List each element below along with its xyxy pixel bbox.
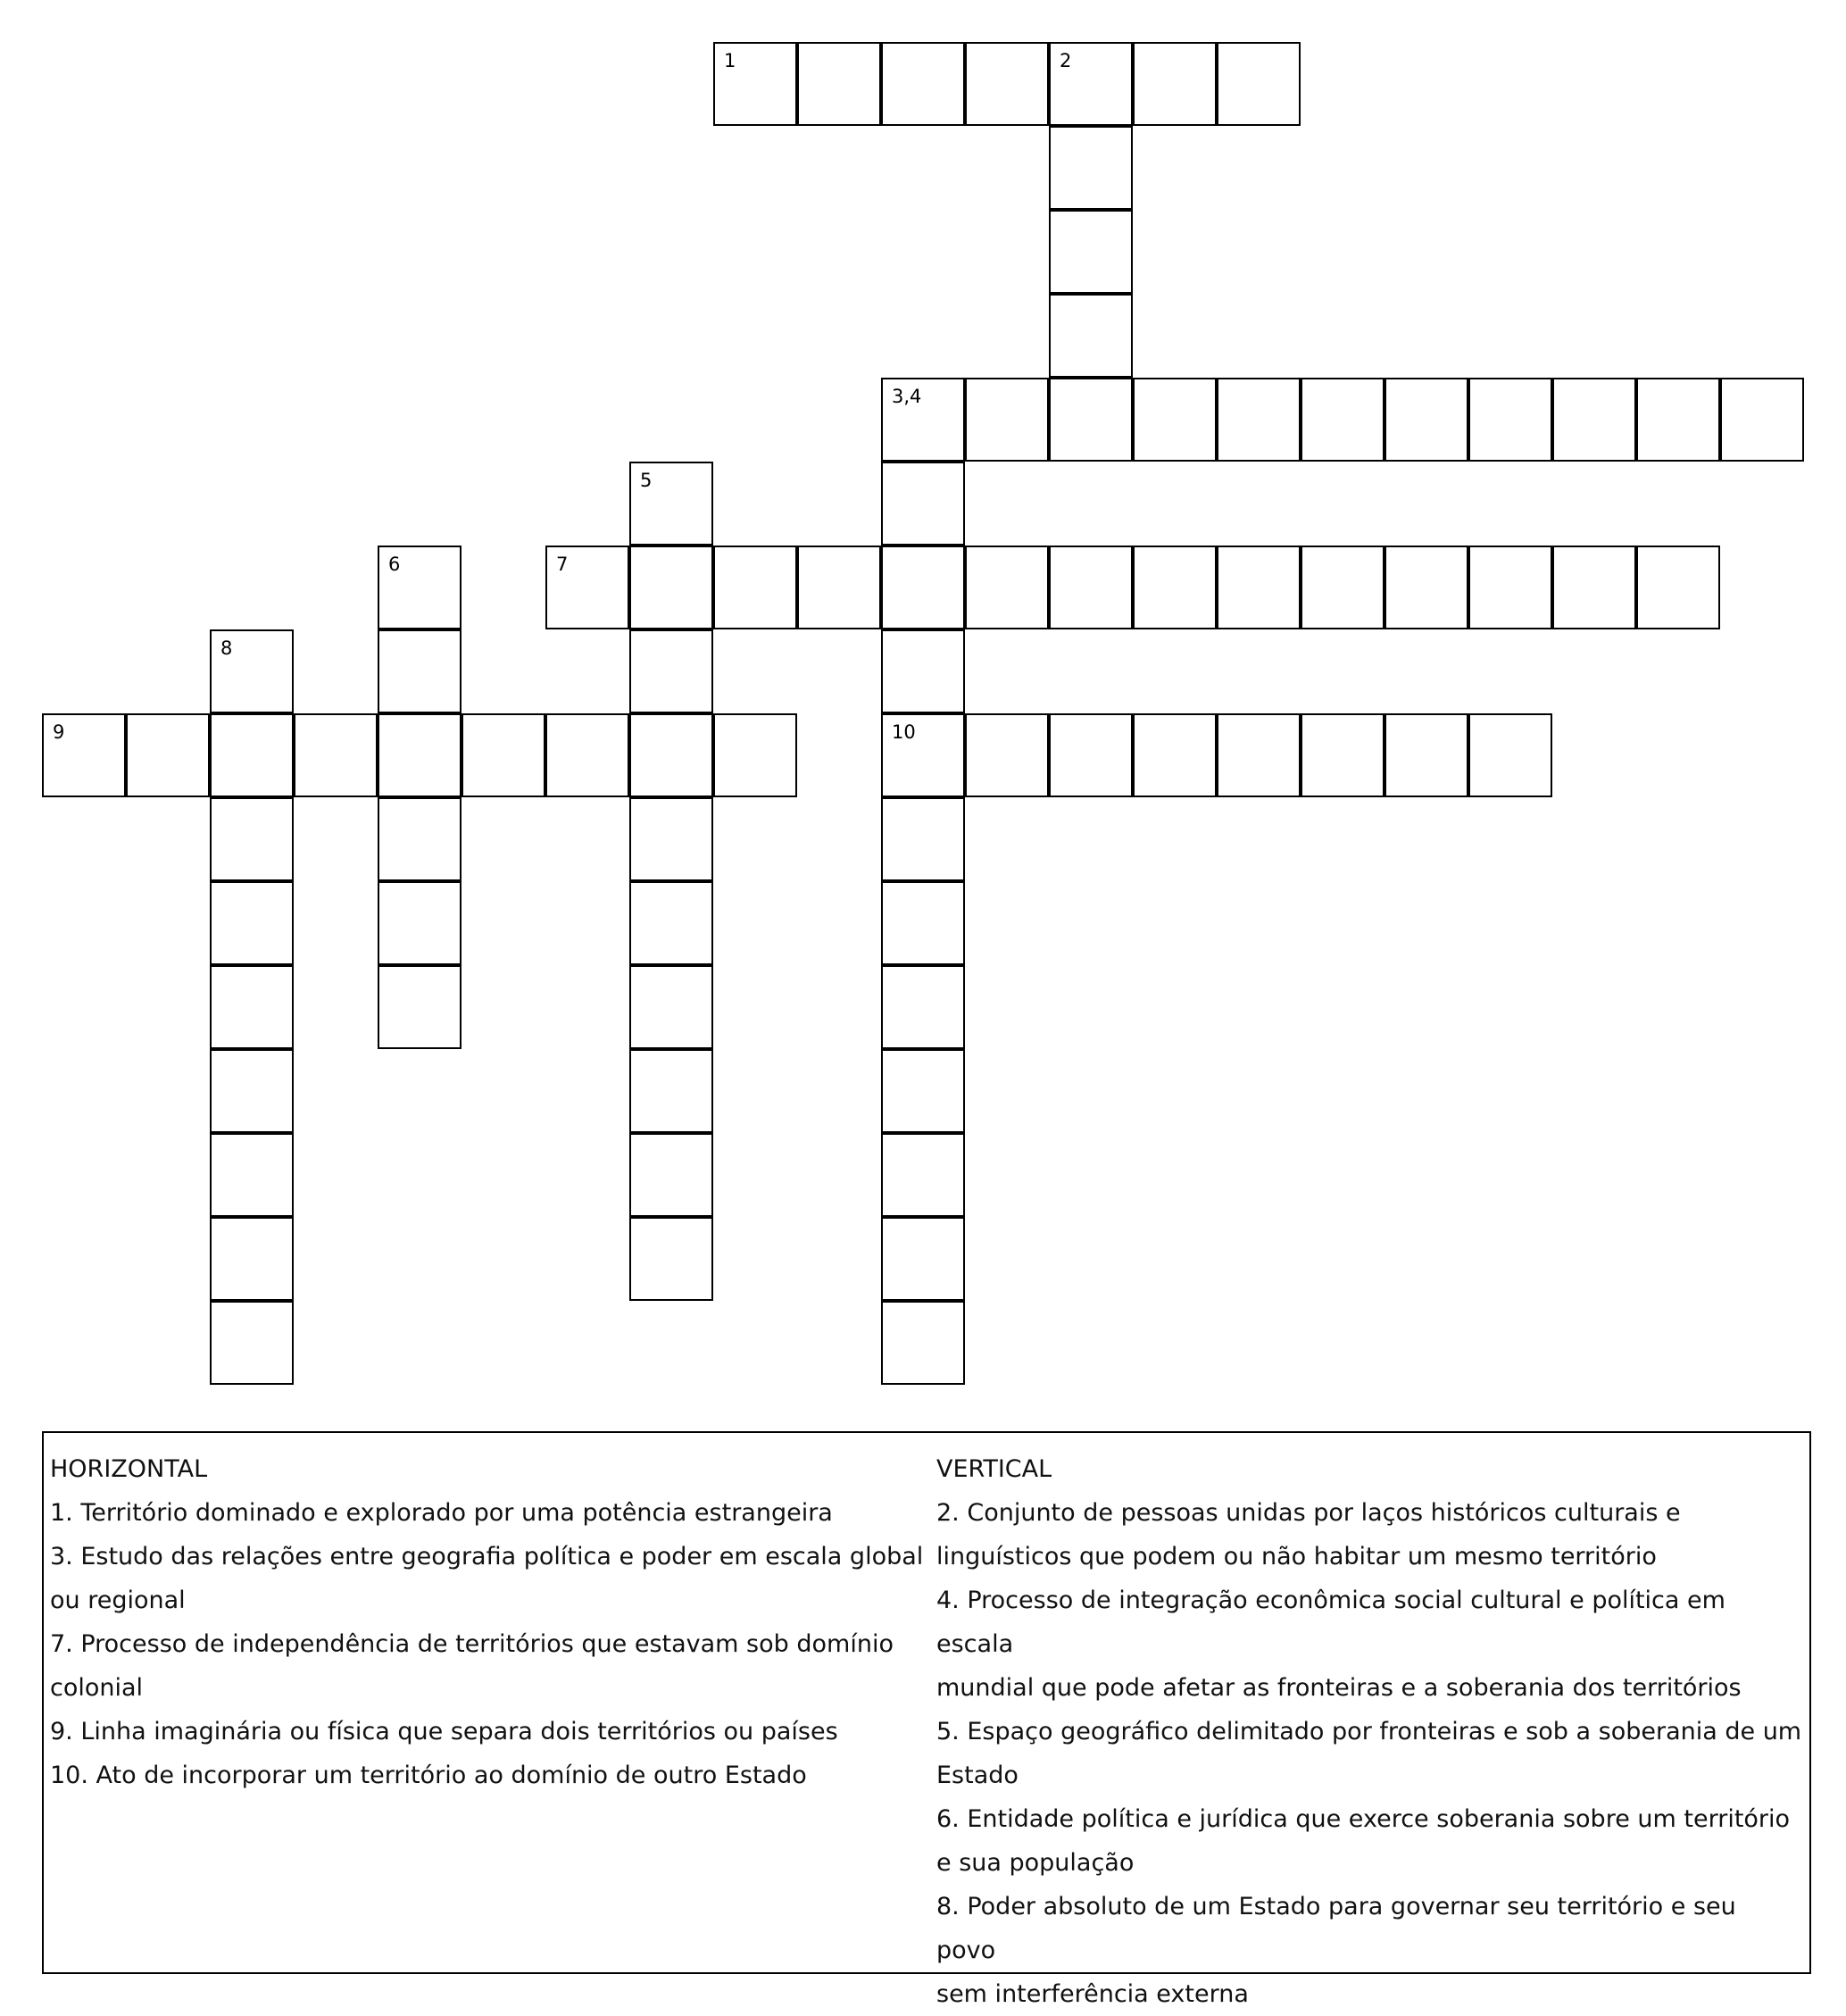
crossword-cell[interactable] — [881, 713, 965, 797]
clue-line: 5. Espaço geográfico delimitado por fronteiras e sob a soberania de um — [936, 1718, 1802, 1745]
crossword-cell[interactable] — [797, 42, 881, 126]
crossword-cell[interactable] — [1049, 378, 1133, 462]
crossword-cell[interactable] — [210, 881, 294, 965]
clue-line: mundial que pode afetar as fronteiras e a soberania dos territórios — [936, 1674, 1742, 1702]
crossword-cell[interactable] — [881, 1217, 965, 1301]
crossword-cell[interactable] — [881, 378, 965, 462]
clues-box — [42, 1431, 1811, 2008]
crossword-cell[interactable] — [1133, 378, 1217, 462]
crossword-cell[interactable] — [210, 797, 294, 881]
crossword-cell[interactable] — [881, 629, 965, 713]
crossword-cell[interactable] — [545, 713, 629, 797]
crossword-cell[interactable] — [1552, 378, 1636, 462]
crossword-cell[interactable] — [629, 629, 713, 713]
clue-line: 3. Estudo das relações entre geografia política e poder em escala global — [50, 1543, 924, 1570]
crossword-cell[interactable] — [1049, 126, 1133, 210]
crossword-cell[interactable] — [1468, 378, 1552, 462]
crossword-cell[interactable] — [629, 462, 713, 546]
crossword-cell[interactable] — [210, 965, 294, 1049]
clue-line: 1. Território dominado e explorado por uma potência estrangeira — [50, 1499, 833, 1527]
crossword-cell[interactable] — [1049, 42, 1133, 126]
crossword-cell[interactable] — [1384, 378, 1468, 462]
crossword-cell[interactable] — [965, 42, 1049, 126]
crossword-cell[interactable] — [210, 1049, 294, 1133]
clue-line: 4. Processo de integração econômica social cultural e política em escala — [936, 1587, 1725, 1658]
crossword-cell[interactable] — [881, 881, 965, 965]
crossword-cell[interactable] — [1468, 713, 1552, 797]
crossword-cell[interactable] — [713, 42, 797, 126]
crossword-cell[interactable] — [378, 629, 462, 713]
horizontal-clues — [50, 1447, 934, 1797]
crossword-cell[interactable] — [965, 378, 1049, 462]
crossword-cell[interactable] — [881, 1301, 965, 1385]
crossword-cell[interactable] — [881, 546, 965, 629]
crossword-cell[interactable] — [881, 1049, 965, 1133]
crossword-cell[interactable] — [713, 713, 797, 797]
crossword-cell[interactable] — [1133, 713, 1217, 797]
crossword-cell[interactable] — [629, 713, 713, 797]
clue-line: linguísticos que podem ou não habitar um mesmo território — [936, 1543, 1657, 1570]
vertical-clues — [936, 1447, 1802, 2016]
clue-number: 6 — [388, 554, 401, 575]
crossword-cell[interactable] — [1217, 42, 1301, 126]
clue-line: 2. Conjunto de pessoas unidas por laços históricos culturais e — [936, 1499, 1681, 1527]
crossword-cell[interactable] — [629, 1217, 713, 1301]
crossword-cell[interactable] — [629, 881, 713, 965]
crossword-cell[interactable] — [713, 546, 797, 629]
crossword-cell[interactable] — [629, 1133, 713, 1217]
crossword-cell[interactable] — [378, 965, 462, 1049]
crossword-cell[interactable] — [1384, 546, 1468, 629]
clue-line: e sua população — [936, 1849, 1135, 1877]
clue-line: 9. Linha imaginária ou física que separa dois territórios ou países — [50, 1718, 838, 1745]
clue-number: 3,4 — [892, 386, 922, 407]
crossword-cell[interactable] — [629, 1049, 713, 1133]
clue-number: 10 — [892, 721, 916, 743]
crossword-cell[interactable] — [378, 713, 462, 797]
clue-line: 8. Poder absoluto de um Estado para governar seu território e seu povo — [936, 1893, 1736, 1964]
crossword-cell[interactable] — [1636, 378, 1720, 462]
crossword-cell[interactable] — [210, 713, 294, 797]
clue-line: 6. Entidade política e jurídica que exerce soberania sobre um território — [936, 1805, 1791, 1833]
crossword-cell[interactable] — [629, 797, 713, 881]
crossword-cell[interactable] — [1217, 546, 1301, 629]
crossword-cell[interactable] — [881, 42, 965, 126]
clue-line: 10. Ato de incorporar um território ao domínio de outro Estado — [50, 1762, 807, 1789]
crossword-cell[interactable] — [462, 713, 545, 797]
crossword-cell[interactable] — [210, 1133, 294, 1217]
crossword-cell[interactable] — [42, 713, 126, 797]
crossword-cell[interactable] — [881, 797, 965, 881]
crossword-cell[interactable] — [1384, 713, 1468, 797]
crossword-cell[interactable] — [294, 713, 378, 797]
crossword-cell[interactable] — [965, 546, 1049, 629]
clue-line: ou regional — [50, 1587, 186, 1614]
crossword-cell[interactable] — [1049, 713, 1133, 797]
crossword-cell[interactable] — [1217, 378, 1301, 462]
clue-number: 7 — [556, 554, 569, 575]
clue-line: 7. Processo de independência de territórios que estavam sob domínio — [50, 1630, 894, 1658]
crossword-cell[interactable] — [881, 965, 965, 1049]
crossword-cell[interactable] — [210, 1301, 294, 1385]
crossword-cell[interactable] — [378, 797, 462, 881]
clue-number: 9 — [53, 721, 65, 743]
crossword-cell[interactable] — [1049, 294, 1133, 378]
crossword-cell[interactable] — [210, 629, 294, 713]
crossword-cell[interactable] — [1636, 546, 1720, 629]
crossword-cell[interactable] — [1049, 210, 1133, 294]
clue-number: 8 — [220, 637, 233, 659]
crossword-cell[interactable] — [1552, 546, 1636, 629]
crossword-cell[interactable] — [1301, 713, 1384, 797]
crossword-cell[interactable] — [965, 713, 1049, 797]
crossword-cell[interactable] — [797, 546, 881, 629]
clue-line: sem interferência externa — [936, 1980, 1249, 2008]
horizontal-heading: HORIZONTAL — [50, 1455, 208, 1483]
crossword-cell[interactable] — [1301, 546, 1384, 629]
clue-line: Estado — [936, 1762, 1019, 1789]
crossword-cell[interactable] — [1720, 378, 1804, 462]
crossword-cell[interactable] — [1133, 42, 1217, 126]
crossword-cell[interactable] — [881, 1133, 965, 1217]
crossword-cell[interactable] — [545, 546, 629, 629]
crossword-cell[interactable] — [1468, 546, 1552, 629]
crossword-cell[interactable] — [210, 1217, 294, 1301]
crossword-cell[interactable] — [1133, 546, 1217, 629]
crossword-cell[interactable] — [378, 546, 462, 629]
crossword-cell[interactable] — [1217, 713, 1301, 797]
clue-number: 1 — [724, 50, 736, 71]
crossword-cell[interactable] — [629, 546, 713, 629]
crossword-cell[interactable] — [1049, 546, 1133, 629]
crossword-cell[interactable] — [1301, 378, 1384, 462]
clue-number: 2 — [1060, 50, 1072, 71]
crossword-cell[interactable] — [126, 713, 210, 797]
clue-line: colonial — [50, 1674, 144, 1702]
crossword-cell[interactable] — [629, 965, 713, 1049]
vertical-heading: VERTICAL — [936, 1455, 1052, 1483]
crossword-cell[interactable] — [881, 462, 965, 546]
crossword-cell[interactable] — [378, 881, 462, 965]
clue-number: 5 — [640, 470, 653, 491]
